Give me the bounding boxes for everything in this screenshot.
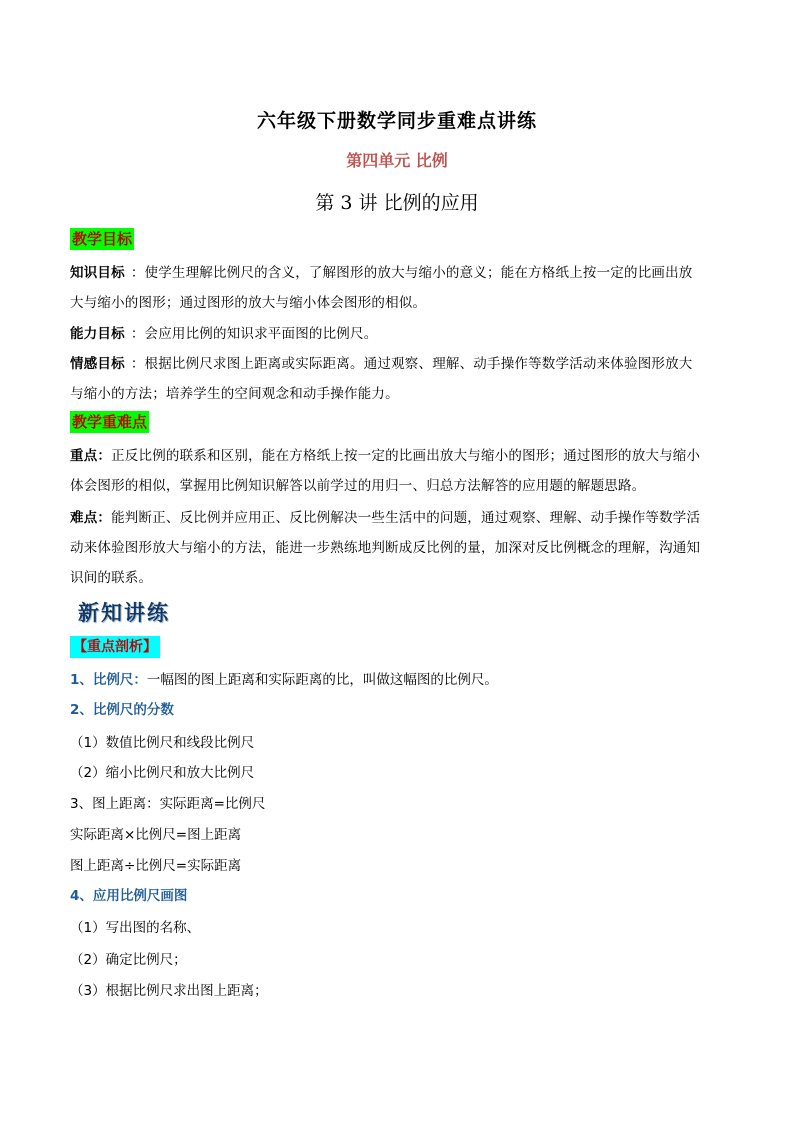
knowledge-objective-text-1: ：使学生理解比例尺的含义，了解图形的放大与缩小的意义；能在方格纸上按一定的比画出放 [130,265,693,281]
emotion-objective [70,349,725,409]
difficulty-label: 难点： [70,510,112,526]
emotion-objective-label: 情感目标 [70,356,125,372]
item-2-sub-1: （1）数值比例尺和线段比例尺 [70,735,255,751]
ability-objective [70,319,725,349]
item-3: 3、图上距离：实际距离=比例尺 [70,796,266,812]
difficulty-text-2: 动来体验图形放大与缩小的方法，能进一步熟练地判断成反比例的量，加深对反比例概念的理解，沟通知 [70,540,701,556]
focus-text-1: 正反比例的联系和区别，能在方格纸上按一定的比画出放大与缩小的图形；通过图形的放大与缩小 [111,448,701,464]
ability-objective-text: ：会应用比例的知识求平面图的比例尺。 [130,326,378,342]
emotion-objective-text-1: ：根据比例尺求图上距离或实际距离。通过观察、理解、动手操作等数学活动来体验图形放大 [130,356,693,372]
ability-objective-label: 能力目标 [70,326,125,342]
item-4-sub-2: （2）确定比例尺； [70,952,187,968]
document-title: 六年级下册数学同步重难点讲练 [256,110,537,132]
difficulty-text-3: 识间的联系。 [70,570,153,586]
lecture-heading: 第 3 讲 比例的应用 [315,192,479,214]
formula-1: 实际距离×比例尺=图上距离 [70,827,242,843]
teaching-objectives-tag: 教学目标 [72,230,133,248]
knowledge-objective-label: 知识目标 [70,265,125,281]
item-2-label: 2、比例尺的分数 [70,702,174,718]
key-difficult-points-tag: 教学重难点 [72,413,148,431]
item-4-label: 4、应用比例尺画图 [70,888,188,904]
item-1-text: 一幅图的图上距离和实际距离的比，叫做这幅图的比例尺。 [146,672,498,688]
knowledge-objective [70,258,725,318]
item-1-label: 1、比例尺： [70,672,147,688]
emotion-objective-text-2: 与缩小的方法；培养学生的空间观念和动手操作能力。 [70,386,399,402]
focus-text-2: 体会图形的相似，掌握用比例知识解答以前学过的用归一、归总方法解答的应用题的解题思路。 [70,478,646,494]
unit-heading: 第四单元 比例 [346,151,448,170]
item-1 [70,670,498,690]
formula-2: 图上距离÷比例尺=实际距离 [70,858,242,874]
item-4-sub-3: （3）根据比例尺求出图上距离； [70,983,268,999]
item-4-sub-1: （1）写出图的名称、 [70,920,201,936]
new-knowledge-heading: 新知讲练 [78,600,170,625]
difficulty-point [70,503,725,593]
item-2-sub-2: （2）缩小比例尺和放大比例尺 [70,765,255,781]
focus-label: 重点： [70,448,112,464]
key-analysis-tag: 【重点剖析】 [70,636,160,658]
difficulty-text-1: 能判断正、反比例并应用正、反比例解决一些生活中的问题，通过观察、理解、动手操作等数学活 [111,510,701,526]
focus-point [70,441,725,501]
knowledge-objective-text-2: 大与缩小的图形；通过图形的放大与缩小体会图形的相似。 [70,295,427,311]
